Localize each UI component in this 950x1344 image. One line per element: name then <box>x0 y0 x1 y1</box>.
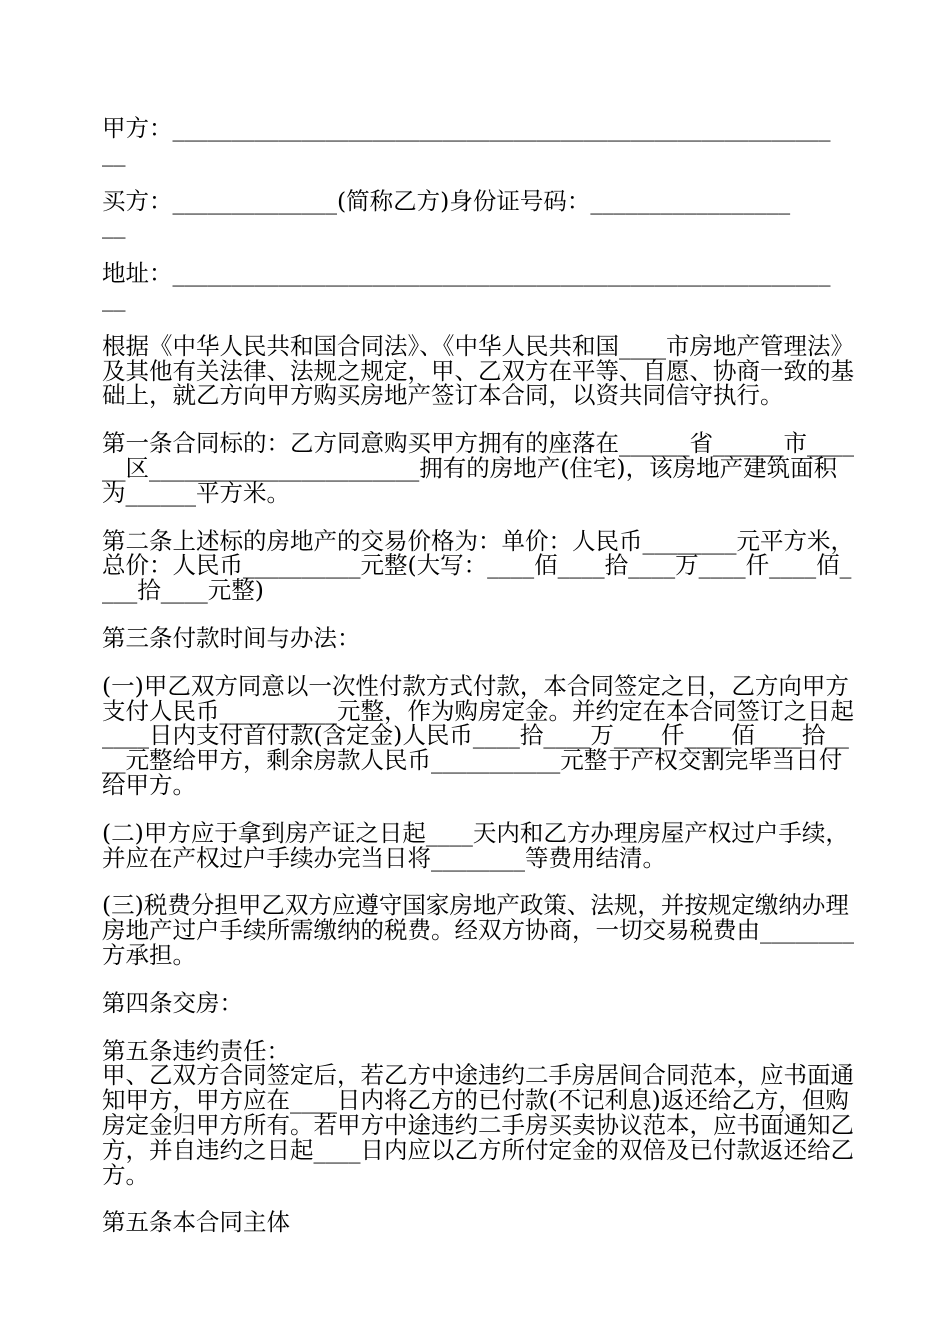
article-1-paragraph: 第一条合同标的：乙方同意购买甲方拥有的座落在______省______市______区_______________________拥有的房地产(住宅)，该房地产建筑面积为______平方米。 <box>102 429 854 507</box>
article-3-title: 第三条付款时间与办法： <box>102 623 361 652</box>
article-5b-title: 第五条本合同主体 <box>102 1208 290 1237</box>
party-b-line: 买方：______________(简称乙方)身份证号码：_________________ __ <box>102 186 791 240</box>
article-5-body: 甲、乙双方合同签定后，若乙方中途违约二手房居间合同范本，应书面通知甲方，甲方应在____日内将乙方的已付款(不记利息)返还给乙方，但购房定金归甲方所有。若甲方中途违约二手房买卖协议范本，应书面通知乙方，并自违约之日起____日内应以乙方所付定金的双倍及已付款返还给乙方。 <box>102 1061 854 1189</box>
article-3-clause-3: (三)税费分担甲乙双方应遵守国家房地产政策、法规，并按规定缴纳办理房地产过户手续所需缴纳的税费。经双方协商，一切交易税费由________方承担。 <box>102 891 854 969</box>
article-2-paragraph: 第二条上述标的房地产的交易价格为：单价：人民币________元平方米，总价：人民币__________元整(大写：____佰____拾____万____仟____佰____拾____元整) <box>102 526 854 605</box>
article-3-clause-1: (一)甲乙双方同意以一次性付款方式付款，本合同签定之日，乙方向甲方支付人民币__________元整，作为购房定金。并约定在本合同签订之日起____日内支付首付款(含定金)人民币____拾____万____仟____佰____拾____元整给甲方，剩余房款人民币___________元整于产权交割完毕当日付给甲方。 <box>102 671 854 799</box>
address-line: 地址：________________________________________________________ __ <box>102 259 831 312</box>
contract-document <box>102 116 854 1235</box>
article-4-title: 第四条交房： <box>102 988 243 1017</box>
article-5-title: 第五条违约责任： <box>102 1036 290 1065</box>
article-3-clause-2: (二)甲方应于拿到房产证之日起____天内和乙方办理房屋产权过户手续，并应在产权过户手续办完当日将________等费用结清。 <box>102 818 849 872</box>
preamble-paragraph: 根据《中华人民共和国合同法》、《中华人民共和国____市房地产管理法》及其他有关法律、法规之规定，甲、乙双方在平等、自愿、协商一致的基础上，就乙方向甲方购买房地产签订本合同，以资共同信守执行。 <box>102 331 854 410</box>
party-a-line: 甲方：________________________________________________________ __ <box>102 114 831 167</box>
